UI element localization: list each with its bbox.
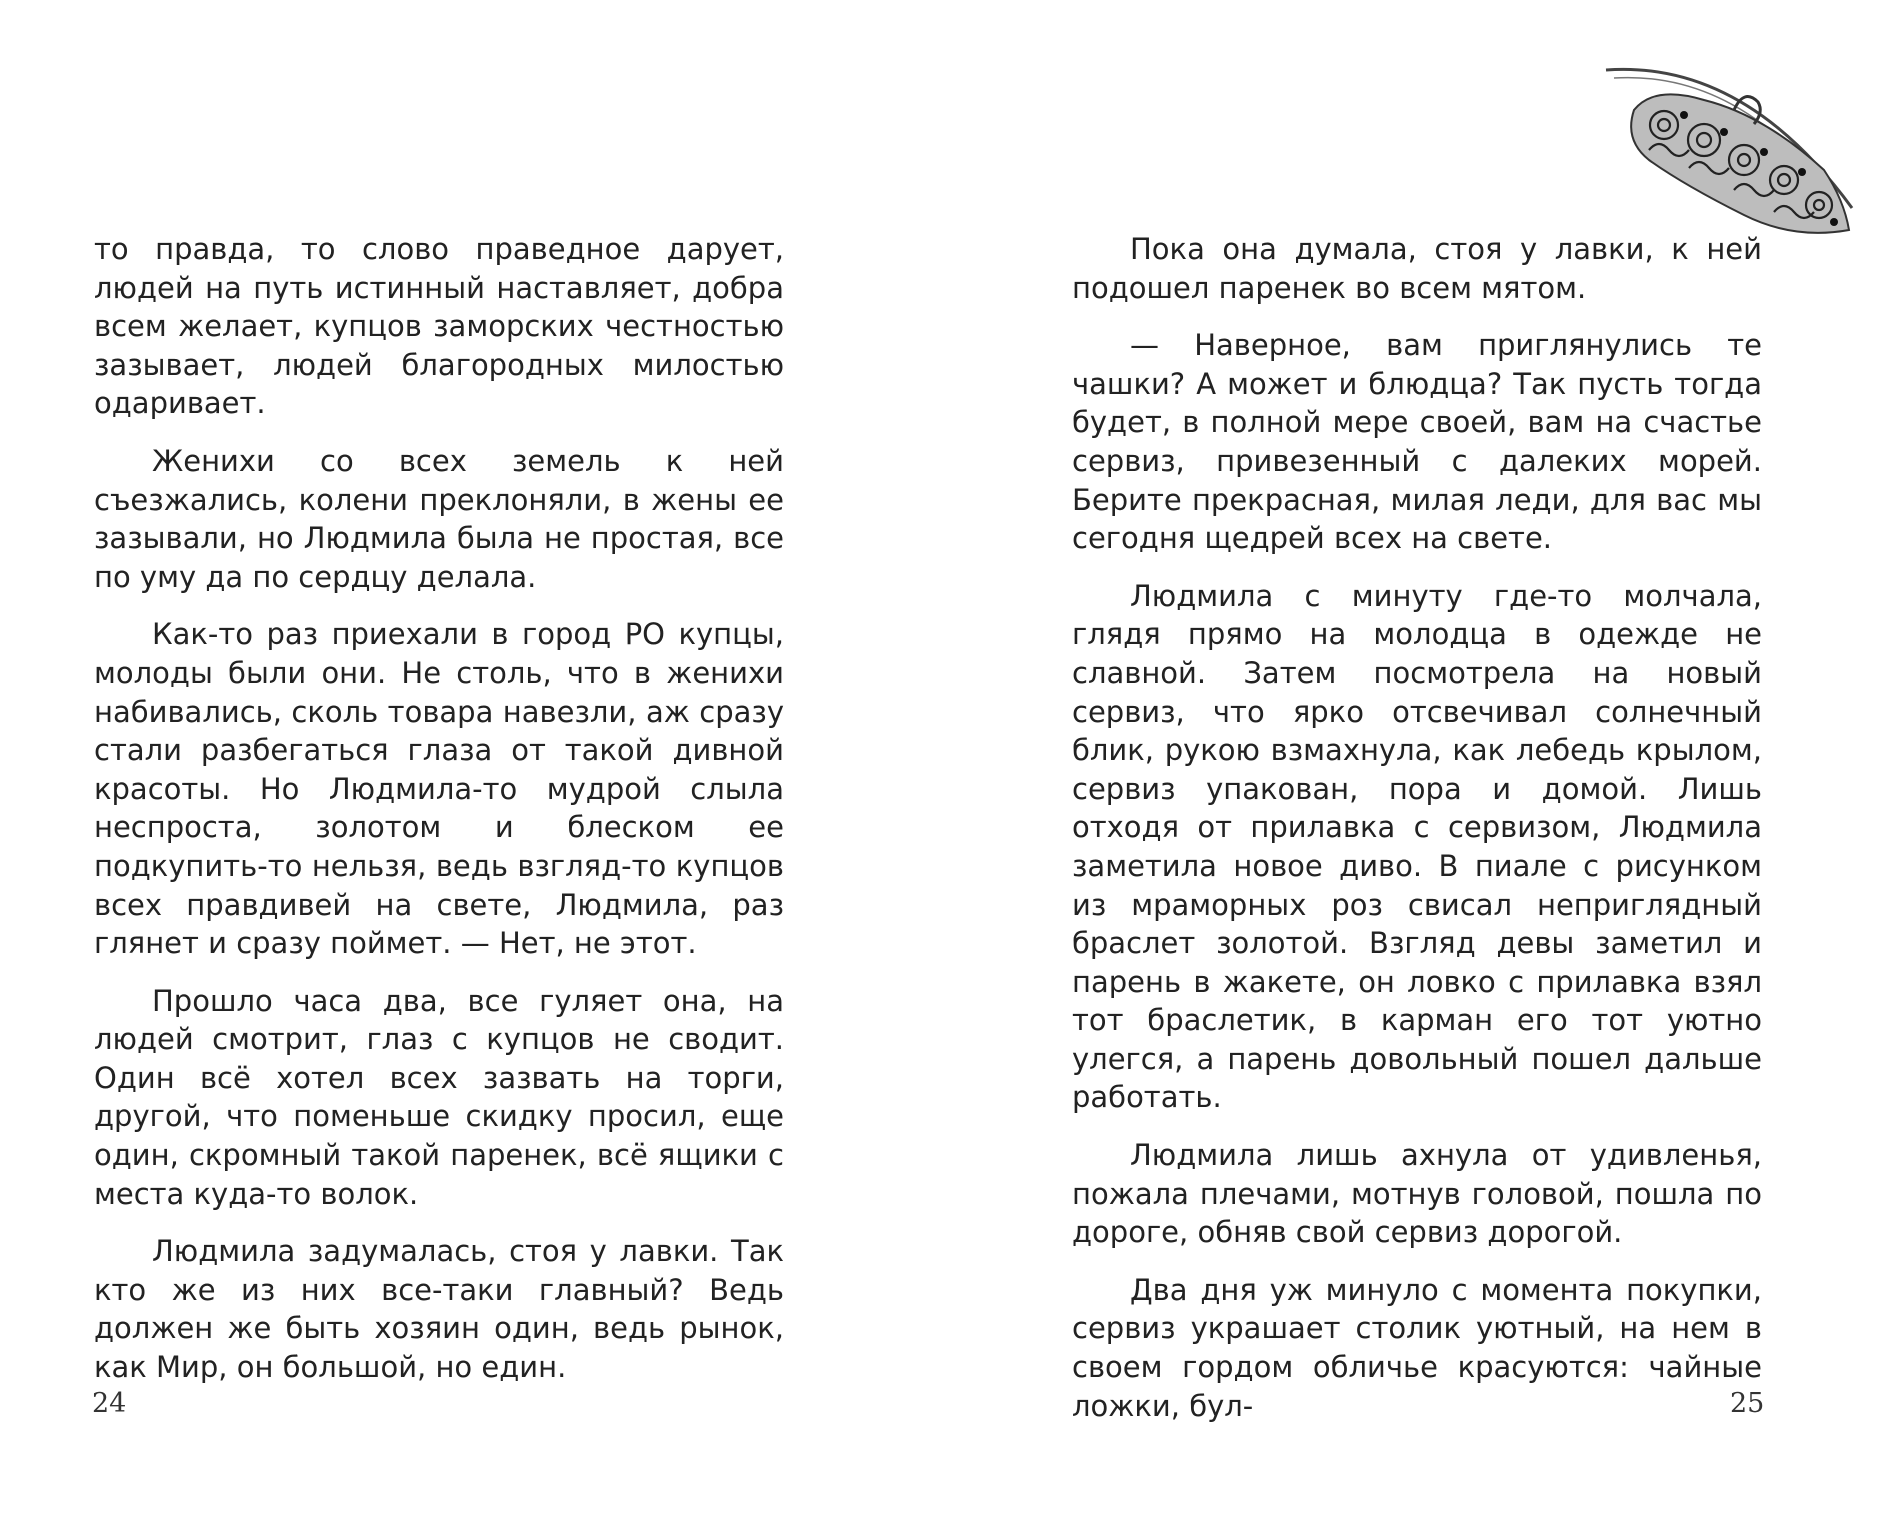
paragraph: Пока она думала, стоя у лавки, к ней подошел паренек во всем мятом. — [1072, 232, 1762, 305]
paragraph: Два дня уж минуло с момента покупки, сервиз украшает столик уютный, на нем в своем гордом обличье красуются: чайные ложки, бул- — [1072, 1272, 1762, 1423]
paragraph: Людмила задумалась, стоя у лавки. Так кто же из них все-таки главный? Ведь должен же быть хозяин один, ведь рынок, как Мир, он большой, но един. — [94, 1234, 784, 1385]
left-page-text — [94, 230, 784, 1406]
teacup-saucer-ornament — [1594, 40, 1854, 250]
page-number-left: 24 — [92, 1388, 127, 1419]
paragraph: Людмила с минуту где-то молчала, глядя прямо на молодца в одежде не славной. Затем посмотрела на новый сервиз, что ярко отсвечивал солнечный блик, рукою взмахнула, как лебедь крылом, сервиз упакован, пора и домой. Лишь отходя от прилавка с сервизом, Людмила заметила новое диво. В пиале с рисунком из мраморных роз свисал неприглядный браслет золотой. Взгляд девы заметил и парень в жакете, он ловко с прилавка взял тот браслетик, в карман его тот уютно улегся, а парень довольный пошел дальше работать. — [1072, 578, 1762, 1115]
paragraph: Прошло часа два, все гуляет она, на людей смотрит, глаз с купцов не сводит. Один всё хотел всех зазвать на торги, другой, что поменьше скидку просил, еще один, скромный такой паренек, всё ящики с места куда-то волок. — [94, 983, 784, 1211]
paragraph: то правда, то слово праведное дарует, людей на путь истинный наставляет, добра всем желает, купцов заморских честностью зазывает, людей благородных милостью одаривает. — [94, 232, 784, 421]
paragraph: Женихи со всех земель к ней съезжались, колени преклоняли, в жены ее зазывали, но Людмила была не простая, все по уму да по сердцу делала. — [94, 443, 784, 594]
page-number-right: 25 — [1730, 1388, 1765, 1419]
paragraph: — Наверное, вам приглянулись те чашки? А может и блюдца? Так пусть тогда будет, в полной мере своей, вам на счастье сервиз, привезенный с далеких морей. Берите прекрасная, милая леди, для вас мы сегодня щедрей всех на свете. — [1072, 328, 1762, 556]
paragraph: Как-то раз приехали в город РО купцы, молоды были они. Не столь, что в женихи набивались, сколь товара навезли, аж сразу стали разбегаться глаза от такой дивной красоты. Но Людмила-то мудрой слыла неспроста, золотом и блеском ее подкупить-то нельзя, ведь взгляд-то купцов всех правдивей на свете, Людмила, раз глянет и сразу поймет. — Нет, не этот. — [94, 617, 784, 961]
right-page — [946, 0, 1892, 1533]
paragraph: Людмила лишь ахнула от удивленья, пожала плечами, мотнув головой, пошла по дороге, обняв свой сервиз дорогой. — [1072, 1138, 1762, 1250]
right-page-text — [1072, 230, 1765, 1444]
